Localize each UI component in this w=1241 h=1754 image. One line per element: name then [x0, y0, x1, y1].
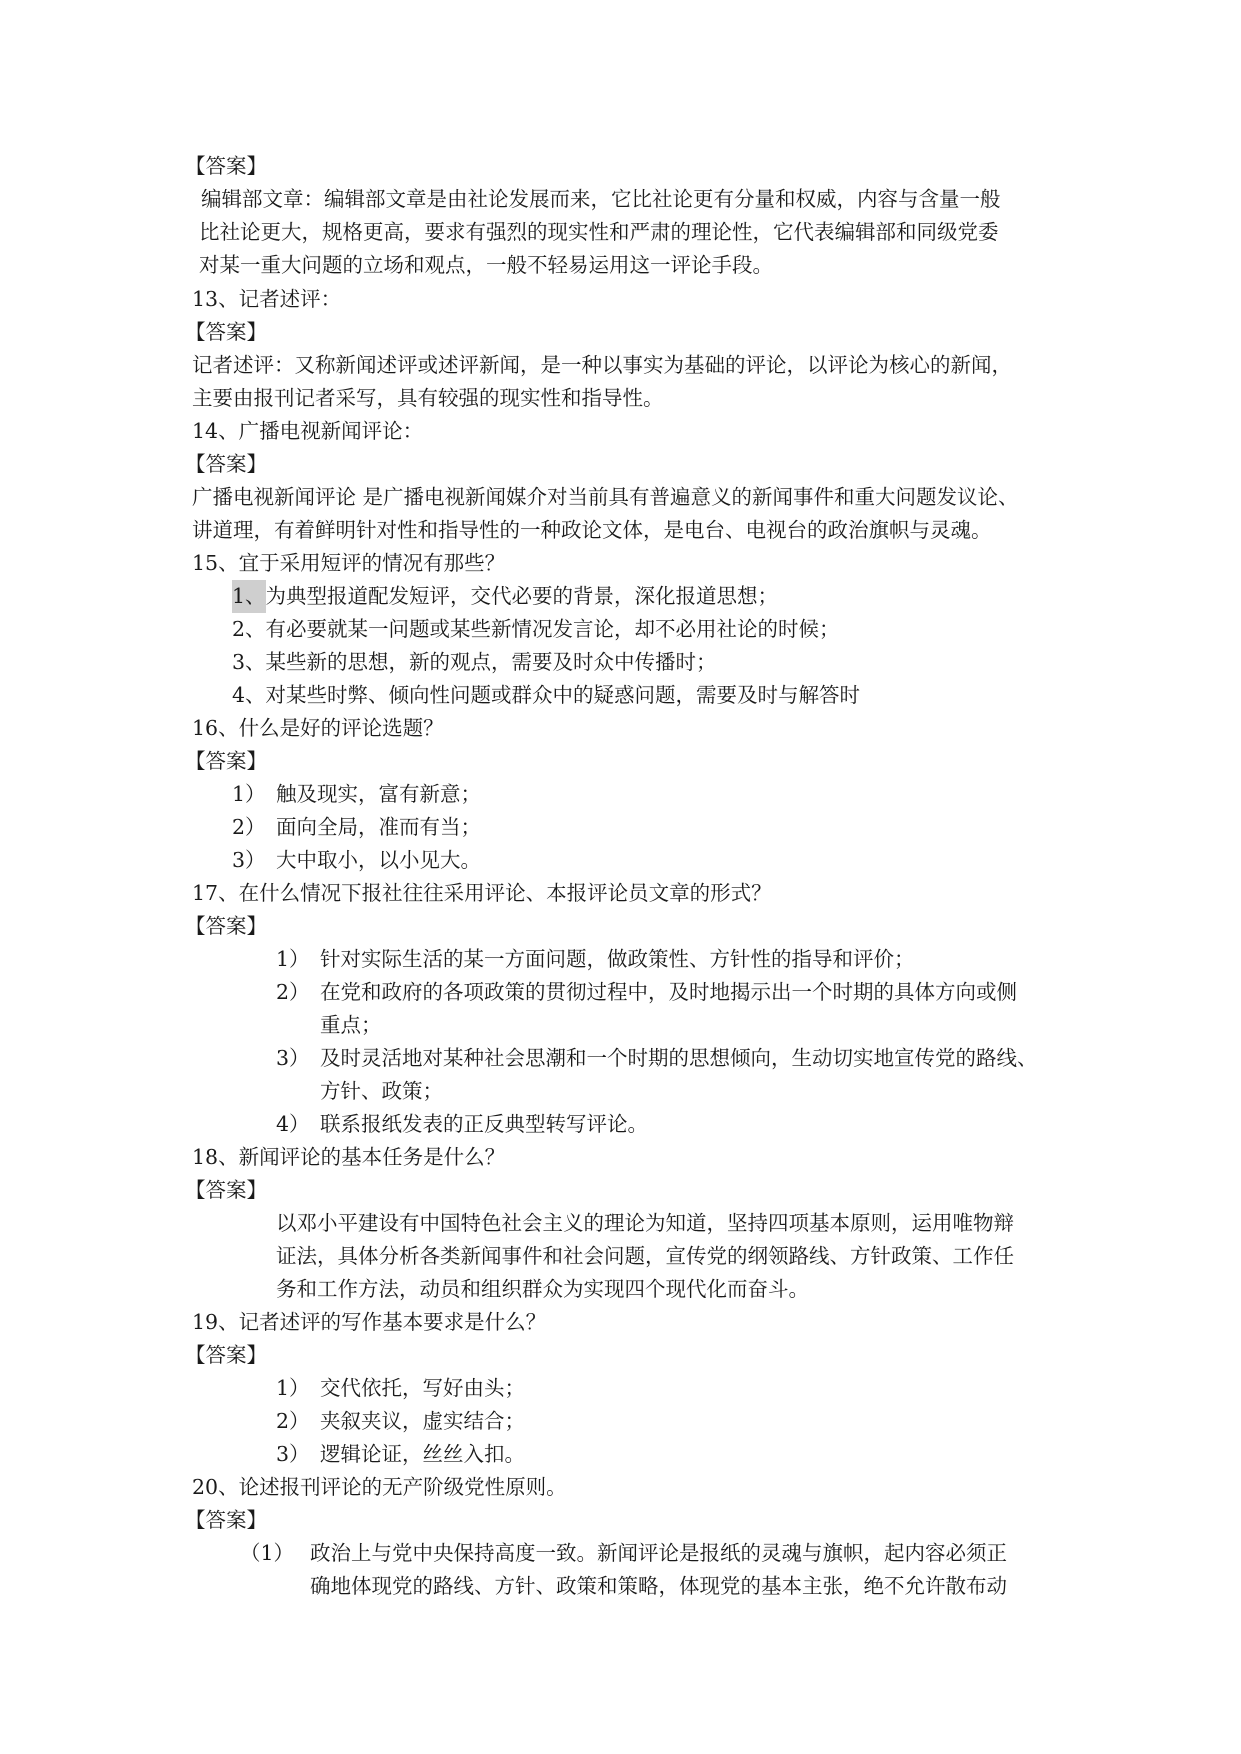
list-item — [232, 613, 840, 646]
answer-label: 【答案】 — [185, 914, 267, 938]
answer-text-line: 比社论更大，规格更高，要求有强烈的现实性和严肃的理论性，它代表编辑部和同级党委 — [199, 220, 999, 244]
question-heading: 18、新闻评论的基本任务是什么？ — [192, 1145, 506, 1169]
answer-text-line: 主要由报刊记者采写，具有较强的现实性和指导性。 — [192, 386, 664, 410]
list-item-text: 及时灵活地对某种社会思潮和一个时期的思想倾向，生动切实地宣传党的路线、 — [320, 1046, 1038, 1070]
answer-text-line: 编辑部文章：编辑部文章是由社论发展而来，它比社论更有分量和权威，内容与含量一般 — [201, 187, 1001, 211]
list-item-number: 2） — [276, 980, 310, 1004]
list-item-text: 面向全局，准而有当； — [276, 815, 481, 839]
answer-text-line: 广播电视新闻评论 是广播电视新闻媒介对当前具有普遍意义的新闻事件和重大问题发议论、 — [192, 485, 1019, 509]
list-item — [232, 580, 778, 613]
question-heading: 13、记者述评： — [192, 287, 342, 311]
answer-label: 【答案】 — [185, 1343, 267, 1367]
answer-label: 【答案】 — [185, 320, 267, 344]
answer-text-line: 讲道理，有着鲜明针对性和指导性的一种政论文体，是电台、电视台的政治旗帜与灵魂。 — [192, 518, 992, 542]
list-item-number: 1） — [232, 782, 266, 806]
list-item-text: 夹叙夹议，虚实结合； — [320, 1409, 525, 1433]
list-item-number: 3） — [232, 848, 266, 872]
list-item-number: 2） — [232, 815, 266, 839]
list-item-number: 4、 — [232, 683, 266, 707]
answer-label: 【答案】 — [185, 452, 267, 476]
list-item-text: 确地体现党的路线、方针、政策和策略，体现党的基本主张，绝不允许散布动 — [310, 1574, 1007, 1598]
list-item-text: 有必要就某一问题或某些新情况发言论，却不必用社论的时候； — [265, 617, 840, 641]
list-item-text: 交代依托，写好由头； — [320, 1376, 525, 1400]
list-item-text: 联系报纸发表的正反典型转写评论。 — [320, 1112, 648, 1136]
question-heading: 20、论述报刊评论的无产阶级党性原则。 — [192, 1475, 567, 1499]
answer-label: 【答案】 — [185, 154, 267, 178]
list-item-number: 1） — [276, 1376, 310, 1400]
list-item-number: 2、 — [232, 617, 266, 641]
list-item-text: 触及现实，富有新意； — [276, 782, 481, 806]
list-item — [232, 646, 717, 679]
list-item-text: 某些新的思想，新的观点，需要及时众中传播时； — [265, 650, 717, 674]
list-item-number: 4） — [276, 1112, 310, 1136]
question-heading: 16、什么是好的评论选题？ — [192, 716, 444, 740]
question-heading: 15、宜于采用短评的情况有那些？ — [192, 551, 506, 575]
list-item-number: 3） — [276, 1046, 310, 1070]
answer-text-line: 证法，具体分析各类新闻事件和社会问题，宣传党的纲领路线、方针政策、工作任 — [276, 1244, 1014, 1268]
answer-label: 【答案】 — [185, 1178, 267, 1202]
list-item-number: 2） — [276, 1409, 310, 1433]
answer-text-line: 务和工作方法，动员和组织群众为实现四个现代化而奋斗。 — [276, 1277, 809, 1301]
list-item — [232, 811, 481, 844]
list-item-number: 3、 — [232, 650, 266, 674]
list-item-text: 重点； — [320, 1013, 382, 1037]
list-item-text: 在党和政府的各项政策的贯彻过程中，及时地揭示出一个时期的具体方向或侧 — [320, 980, 1017, 1004]
list-item-number: 1、 — [232, 580, 266, 613]
list-item-text: 对某些时弊、倾向性问题或群众中的疑惑问题，需要及时与解答时 — [265, 683, 861, 707]
list-item — [232, 679, 860, 712]
list-item-number: 3） — [276, 1442, 310, 1466]
answer-label: 【答案】 — [185, 749, 267, 773]
answer-text-line: 对某一重大问题的立场和观点，一般不轻易运用这一评论手段。 — [199, 253, 773, 277]
answer-text-line: 以邓小平建设有中国特色社会主义的理论为知道，坚持四项基本原则，运用唯物辩 — [276, 1211, 1014, 1235]
list-item-number: （1） — [240, 1541, 295, 1565]
list-item-text: 方针、政策； — [320, 1079, 443, 1103]
question-heading: 19、记者述评的写作基本要求是什么？ — [192, 1310, 547, 1334]
question-heading: 17、在什么情况下报社往往采用评论、本报评论员文章的形式？ — [192, 881, 772, 905]
list-item-text: 大中取小，以小见大。 — [276, 848, 481, 872]
list-item-text: 为典型报道配发短评，交代必要的背景，深化报道思想； — [265, 584, 779, 608]
list-item — [232, 844, 481, 877]
list-item-text: 政治上与党中央保持高度一致。新闻评论是报纸的灵魂与旗帜，起内容必须正 — [310, 1541, 1007, 1565]
answer-label: 【答案】 — [185, 1508, 267, 1532]
list-item-number: 1） — [276, 947, 310, 971]
list-item — [232, 778, 481, 811]
question-heading: 14、广播电视新闻评论： — [192, 419, 424, 443]
list-item-text: 针对实际生活的某一方面问题，做政策性、方针性的指导和评价； — [320, 947, 915, 971]
answer-text-line: 记者述评：又称新闻述评或述评新闻，是一种以事实为基础的评论，以评论为核心的新闻， — [192, 353, 1012, 377]
list-item-text: 逻辑论证，丝丝入扣。 — [320, 1442, 525, 1466]
